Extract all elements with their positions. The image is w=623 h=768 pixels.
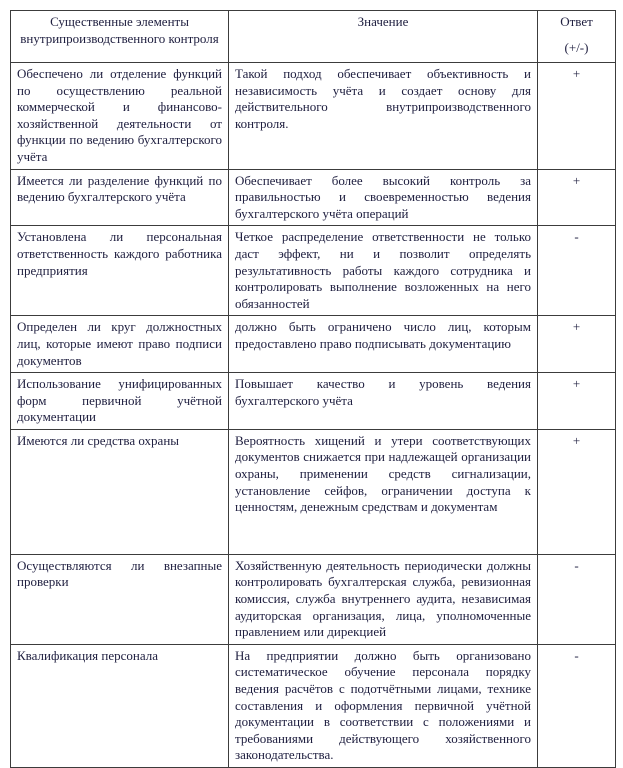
row-value: Четкое распределение ответственности не только даст эффект, ни и позволит определять результативность работы каждого сотрудника и контролировать выполнение возложенных на него обязанностей <box>229 226 538 316</box>
row-value: должно быть ограничено число лиц, которым предоставлено право подписывать документацию <box>229 316 538 373</box>
row-answer: + <box>538 373 616 430</box>
header-row <box>11 11 616 63</box>
header-elements: Существенные элементы внутрипроизводственного контроля <box>11 11 229 63</box>
header-answer-line1: Ответ <box>560 14 593 29</box>
row-answer: - <box>538 226 616 316</box>
row-element: Использование унифицированных форм первичной учётной документации <box>11 373 229 430</box>
table-row <box>11 373 616 430</box>
row-answer: + <box>538 169 616 226</box>
row-value: На предприятии должно быть организовано систематическое обучение персонала порядку ведения расчётов с подотчётными лицами, технике составления и оформления первичной учётной документации в соответствии с положениями и требованиями действующего хозяйственного законодательства. <box>229 644 538 767</box>
row-answer: - <box>538 644 616 767</box>
row-answer: + <box>538 63 616 170</box>
row-value: Хозяйственную деятельность периодически должны контролировать бухгалтерская служба, ревизионная комиссия, служба внутреннего аудита, независимая аудиторская организация, лица, уполномоченные правлением или дирекцией <box>229 554 538 644</box>
control-elements-table <box>10 10 616 768</box>
table-row <box>11 644 616 767</box>
header-value: Значение <box>229 11 538 63</box>
row-answer: + <box>538 316 616 373</box>
row-answer: - <box>538 554 616 644</box>
row-element: Обеспечено ли отделение функций по осуществлению реальной коммерческой и финансово-хозяйственной деятельности от функции по ведению бухгалтерского учёта <box>11 63 229 170</box>
row-element: Имеется ли разделение функций по ведению бухгалтерского учёта <box>11 169 229 226</box>
row-element: Определен ли круг должностных лиц, которые имеют право подписи документов <box>11 316 229 373</box>
table-row <box>11 226 616 316</box>
row-element: Осуществляются ли внезапные проверки <box>11 554 229 644</box>
table-row <box>11 429 616 554</box>
row-value: Повышает качество и уровень ведения бухгалтерского учёта <box>229 373 538 430</box>
table-row <box>11 63 616 170</box>
row-value: Обеспечивает более высокий контроль за правильностью и своевременностью ведения бухгалтерского учёта операций <box>229 169 538 226</box>
row-value: Вероятность хищений и утери соответствующих документов снижается при надлежащей организации охраны, применении средств сигнализации, установление сейфов, ограничении доступа к ценностям, денежным средствам и документам <box>229 429 538 554</box>
row-element: Имеются ли средства охраны <box>11 429 229 554</box>
header-answer <box>538 11 616 63</box>
row-element: Квалификация персонала <box>11 644 229 767</box>
row-element: Установлена ли персональная ответственность каждого работника предприятия <box>11 226 229 316</box>
table-row <box>11 169 616 226</box>
header-answer-line2: (+/-) <box>564 39 589 55</box>
row-value: Такой подход обеспечивает объективность и независимость учёта и создает основу для действительного внутрипроизводственного контроля. <box>229 63 538 170</box>
table-row <box>11 554 616 644</box>
table-row <box>11 316 616 373</box>
row-answer: + <box>538 429 616 554</box>
